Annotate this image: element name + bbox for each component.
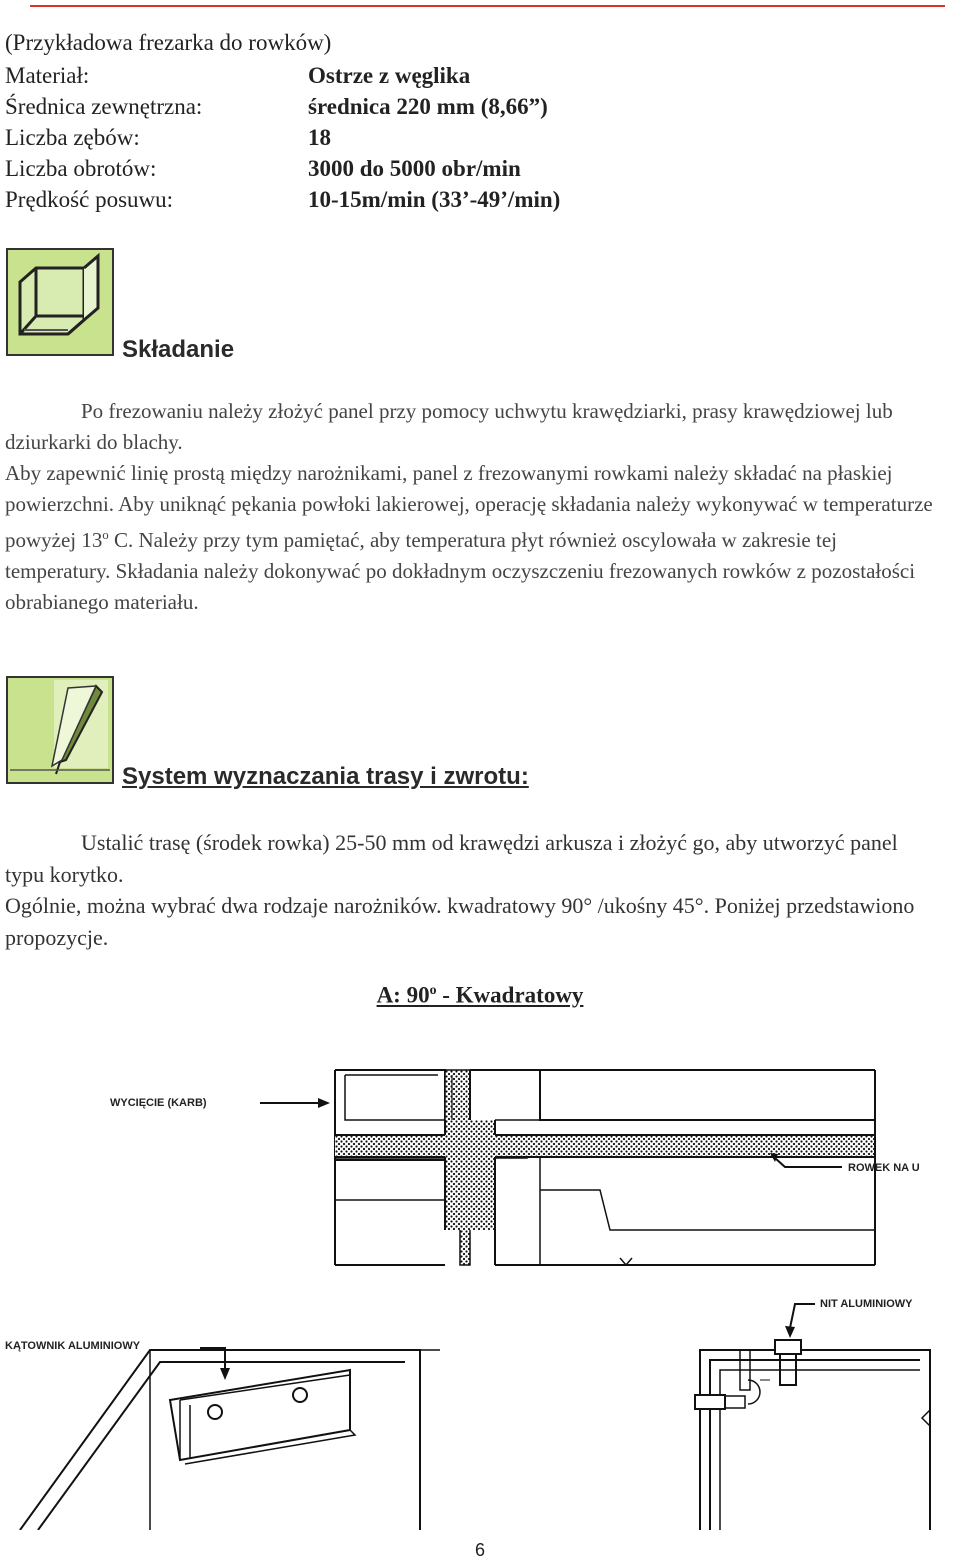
spec-value: 10-15m/min (33’-49’/min) [308, 187, 561, 212]
angle-bracket-view [20, 1350, 440, 1530]
rivet-section-view [695, 1340, 930, 1530]
label-angle: KĄTOWNIK ALUMINIOWY [5, 1340, 141, 1352]
label-groove: ROWEK NA U [848, 1162, 920, 1174]
intro-line: (Przykładowa frezarka do rowków) [5, 30, 332, 55]
spec-table [5, 60, 905, 220]
spec-value: 18 [308, 125, 331, 150]
routing-text [5, 827, 940, 953]
section-heading-routing: System wyznaczania trasy i zwrotu: [122, 763, 529, 790]
header-rule [30, 5, 945, 7]
corner-diagram [0, 1050, 960, 1535]
superscript: o [429, 982, 437, 997]
superscript: o [102, 528, 109, 542]
folding-icon [6, 248, 114, 361]
section-heading-folding: Składanie [122, 336, 235, 363]
text-run: Aby zapewnić linię prostą między narożnikami, panel z frezowanymi rowkami należy składać na płaskiej powierzchni. Aby uniknąć pękania powłoki lakierowej, operację składania należy wykonywać w temperaturze powyżej 13 [5, 461, 933, 552]
paragraph [5, 458, 940, 618]
text-run: A: 90 [376, 982, 430, 1008]
label-notch: WYCIĘCIE (KARB) [110, 1097, 207, 1109]
page-number: 6 [474, 1540, 485, 1560]
spec-value: Ostrze z węglika [308, 63, 471, 88]
paragraph: Po frezowaniu należy złożyć panel przy pomocy uchwytu krawędziarki, prasy krawędziowej lub dziurkarki do blachy. [5, 399, 893, 454]
spec-label: Materiał: [5, 63, 90, 88]
subheading-square [0, 982, 960, 1009]
label-rivet: NIT ALUMINIOWY [820, 1298, 913, 1310]
spec-value: 3000 do 5000 obr/min [308, 156, 521, 181]
spec-label: Prędkość posuwu: [5, 187, 174, 212]
paragraph: Ogólnie, można wybrać dwa rodzaje narożników. kwadratowy 90° /ukośny 45°. Poniżej przedstawiono propozycje. [5, 893, 915, 950]
routing-icon [6, 676, 114, 789]
spec-label: Liczba obrotów: [5, 156, 157, 181]
paragraph: Ustalić trasę (środek rowka) 25-50 mm od krawędzi arkusza i złożyć go, aby utworzyć panel typu korytko. [5, 830, 898, 887]
spec-label: Liczba zębów: [5, 125, 140, 150]
folding-text [5, 396, 940, 618]
text-run: C. Należy przy tym pamiętać, aby temperatura płyt również oscylowała w zakresie tej temperatury. Składania należy dokonywać po dokładnym oczyszczeniu frezowanych rowków z pozostałości obrabianego materiału. [5, 528, 916, 614]
text-run: - Kwadratowy [436, 982, 584, 1008]
spec-label: Średnica zewnętrzna: [5, 94, 203, 119]
spec-value: średnica 220 mm (8,66”) [308, 94, 548, 119]
